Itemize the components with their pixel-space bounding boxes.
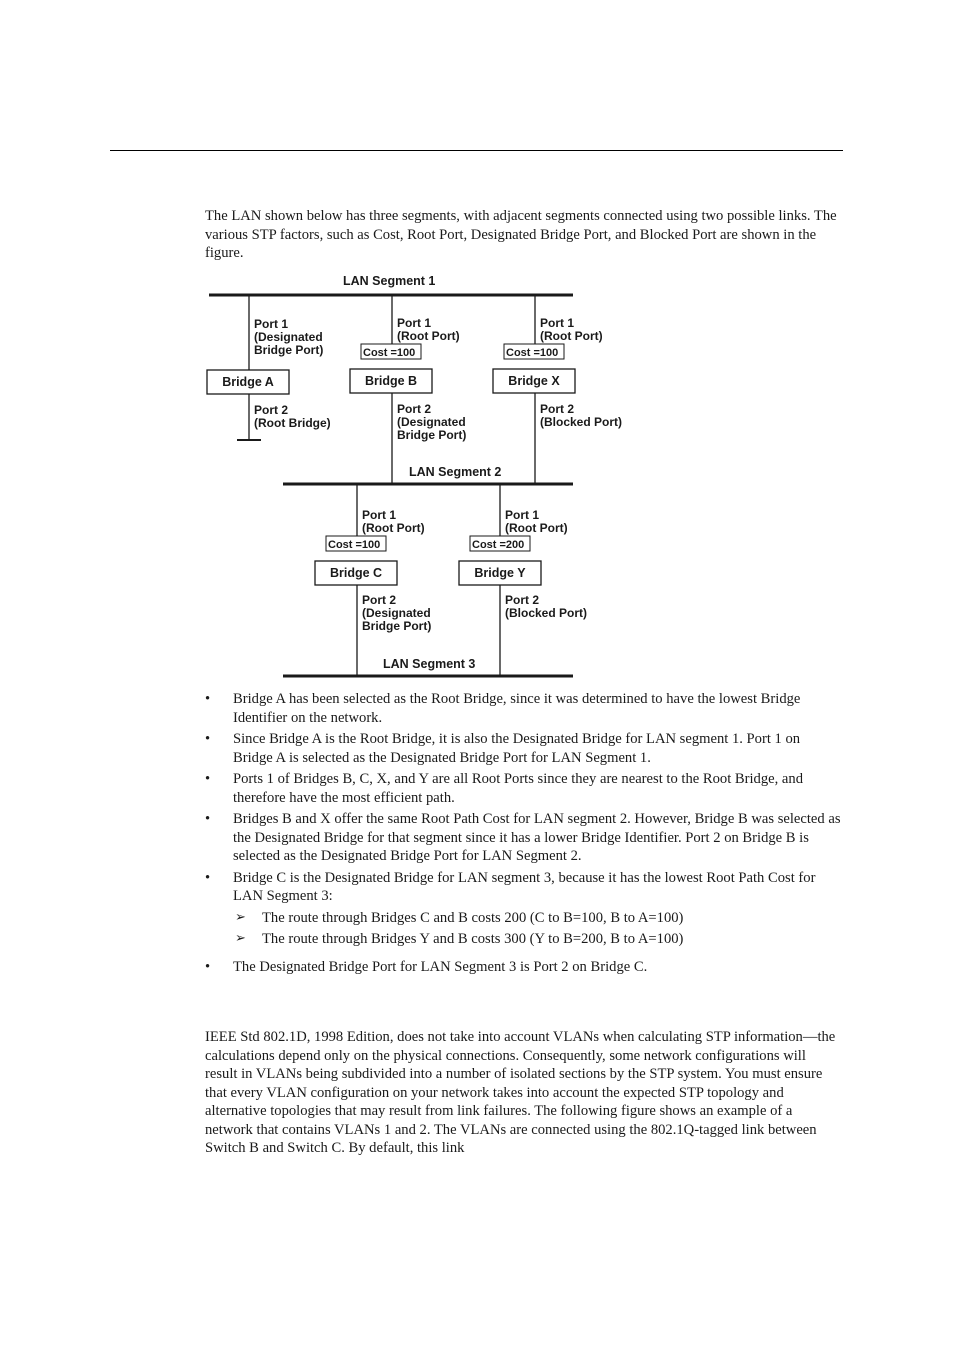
cost-c-label: Cost =100 [328, 539, 381, 551]
lan-segment-3-label: LAN Segment 3 [383, 657, 476, 671]
port-x2-label: Port 2 (Blocked Port) [540, 402, 623, 429]
port-b1-label: Port 1 (Root Port) [397, 316, 460, 343]
arrow-bullet-icon: ➢ [235, 909, 246, 925]
port-a2-label: Port 2 (Root Bridge) [254, 403, 331, 430]
bullet-dot: • [205, 691, 211, 707]
stp-bullet-list [205, 690, 841, 979]
bridge-y-label: Bridge Y [474, 566, 526, 580]
port-c1-label: Port 1 (Root Port) [362, 508, 425, 535]
bullet-dot: • [205, 958, 211, 975]
arrow-bullet-icon: ➢ [235, 931, 246, 946]
ieee-paragraph: IEEE Std 802.1D, 1998 Edition, does not take into account VLANs when calculating STP information—the calculations depend only on the physical connections. Consequently, some network configurations will result in VLANs being subdivided into a number of isolated sections by the STP system. You must ensure that every VLAN configuration on your network takes into account the expected STP topology and alternative topologies that may result from link failures. The following figure shows an example of a network that contains VLANs 1 and 2. The VLANs are connected using the 802.1Q-tagged link between Switch B and Switch C. By default, this link [205, 1029, 836, 1156]
bridge-a-label: Bridge A [222, 375, 274, 389]
sub-list-item: ➢ The route through Bridges Y and B costs 300 (Y to B=200, B to A=100) [235, 931, 684, 947]
stp-lan-diagram [195, 268, 645, 683]
list-item: • Ports 1 of Bridges B, C, X, and Y are all Root Ports since they are nearest to the Root Bridge, and therefore have the most efficient path. [205, 771, 803, 806]
cost-x-label: Cost =100 [506, 347, 559, 359]
header-rule [110, 150, 843, 151]
list-item: • Since Bridge A is the Root Bridge, it is also the Designated Bridge for LAN segment 1. Port 1 on Bridge A is selected as the Designated Bridge Port for LAN Segment 1. [205, 731, 801, 766]
port-x1-label: Port 1 (Root Port) [540, 316, 603, 343]
bullet-dot: • [205, 869, 211, 886]
route-cost-sublist [233, 909, 841, 949]
bridge-x-label: Bridge X [508, 374, 560, 388]
port-y2-label: Port 2 (Blocked Port) [505, 593, 588, 620]
intro-paragraph: The LAN shown below has three segments, with adjacent segments connected using two possible links. The various STP factors, such as Cost, Root Port, Designated Bridge Port, and Blocked Port are shown in the figure. [205, 208, 837, 261]
bridge-c-label: Bridge C [329, 566, 383, 580]
port-c2-label: Port 2 (Designated Bridge Port) [362, 593, 432, 633]
sub-list-item: ➢ The route through Bridges C and B costs 200 (C to B=100, B to A=100) [235, 909, 684, 926]
lan-segment-1-label: LAN Segment 1 [343, 274, 436, 288]
list-item: • Bridges B and X offer the same Root Path Cost for LAN segment 2. However, Bridge B was selected as the Designated Bridge for that segment since it has a lower Bridge Identifier. Port 2 on Bridge B is selected as the Designated Bridge Port for LAN Segment 2. [205, 811, 841, 864]
lan-segment-2-label: LAN Segment 2 [409, 465, 502, 479]
port-b2-label: Port 2 (Designated Bridge Port) [397, 402, 467, 442]
bullet-dot: • [205, 771, 211, 787]
bullet-dot: • [205, 731, 211, 747]
cost-y-label: Cost =200 [472, 539, 525, 551]
list-item: • The Designated Bridge Port for LAN Segment 3 is Port 2 on Bridge C. [205, 958, 648, 975]
list-item: • Bridge A has been selected as the Root Bridge, since it was determined to have the lowest Bridge Identifier on the network. [205, 691, 801, 726]
port-a1-label: Port 1 (Designated Bridge Port) [254, 317, 324, 357]
port-y1-label: Port 1 (Root Port) [505, 508, 568, 535]
cost-b-label: Cost =100 [363, 347, 416, 359]
bullet-dot: • [205, 811, 211, 827]
bridge-b-label: Bridge B [364, 374, 418, 388]
list-item: • Bridge C is the Designated Bridge for LAN segment 3, because it has the lowest Root Path Cost for LAN Segment 3: ➢ The route through Bridges C and B costs 200 (C to B=100, B to A=100) ➢ The route through Bridges Y and B costs 300 (Y to B=200, B to A=100) [205, 869, 841, 949]
